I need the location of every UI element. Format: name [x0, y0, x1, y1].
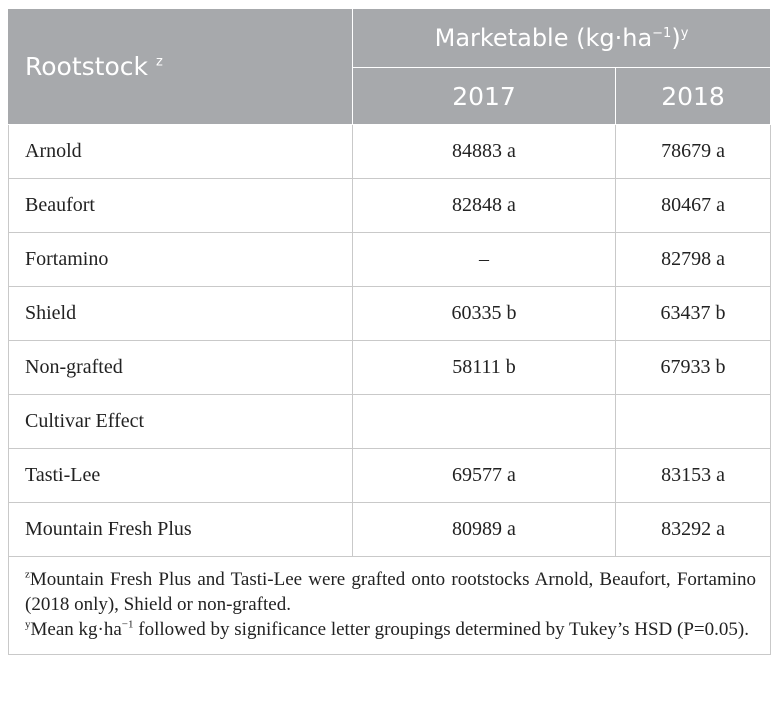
table-container — [8, 8, 770, 655]
rootstock-header-label: Rootstock — [25, 52, 148, 81]
table-footnotes — [9, 557, 771, 655]
year-header-2018: 2018 — [616, 68, 771, 125]
footnote-z-mark: z — [25, 568, 30, 581]
table-row — [9, 341, 771, 395]
table-row — [9, 179, 771, 233]
table-row — [9, 503, 771, 557]
row-label: Arnold — [9, 125, 353, 179]
row-label: Fortamino — [9, 233, 353, 287]
row-label: Non-grafted — [9, 341, 353, 395]
section-label: Cultivar Effect — [9, 395, 353, 449]
footnote-z-text: Mountain Fresh Plus and Tasti-Lee were grafted onto rootstocks Arnold, Beaufort, Fortamino (2018 only), Shield or non-grafted. — [25, 569, 757, 615]
year-header-2017: 2017 — [353, 68, 616, 125]
cell-2017 — [353, 395, 616, 449]
cell-2018 — [616, 395, 771, 449]
row-label: Shield — [9, 287, 353, 341]
cell-2018: 63437 b — [616, 287, 771, 341]
table-row — [9, 233, 771, 287]
cell-2018: 83153 a — [616, 449, 771, 503]
cell-2017: – — [353, 233, 616, 287]
marketable-footnote-mark: y — [680, 26, 689, 41]
marketable-header-exponent: −1 — [652, 26, 672, 41]
footnote-y — [25, 617, 756, 642]
footnote-y-mark: y — [25, 618, 31, 631]
marketable-header-close: ) — [671, 24, 681, 52]
cell-2018: 78679 a — [616, 125, 771, 179]
marketable-header-label: Marketable (kg·ha — [434, 24, 653, 52]
footnote-z — [25, 567, 756, 617]
cell-2017: 80989 a — [353, 503, 616, 557]
row-label: Beaufort — [9, 179, 353, 233]
cell-2017: 84883 a — [353, 125, 616, 179]
cell-2018: 67933 b — [616, 341, 771, 395]
table-body — [9, 125, 771, 557]
table-row — [9, 125, 771, 179]
cell-2017: 82848 a — [353, 179, 616, 233]
table-row — [9, 449, 771, 503]
table-row — [9, 395, 771, 449]
marketable-yield-table — [8, 8, 771, 655]
rootstock-header — [9, 9, 353, 125]
cell-2018: 82798 a — [616, 233, 771, 287]
marketable-header — [353, 9, 771, 68]
cell-2017: 60335 b — [353, 287, 616, 341]
cell-2018: 80467 a — [616, 179, 771, 233]
cell-2017: 58111 b — [353, 341, 616, 395]
row-label: Tasti-Lee — [9, 449, 353, 503]
footnote-y-text-rest: followed by significance letter groupings determined by Tukey’s HSD (P=0.05). — [133, 619, 749, 640]
cell-2018: 83292 a — [616, 503, 771, 557]
row-label: Mountain Fresh Plus — [9, 503, 353, 557]
footnote-y-text: Mean kg·ha — [30, 619, 122, 640]
footnote-cell — [9, 557, 771, 655]
rootstock-footnote-mark: z — [155, 54, 163, 70]
table-header — [9, 9, 771, 125]
footnote-y-exponent: −1 — [121, 618, 134, 631]
table-row — [9, 287, 771, 341]
cell-2017: 69577 a — [353, 449, 616, 503]
